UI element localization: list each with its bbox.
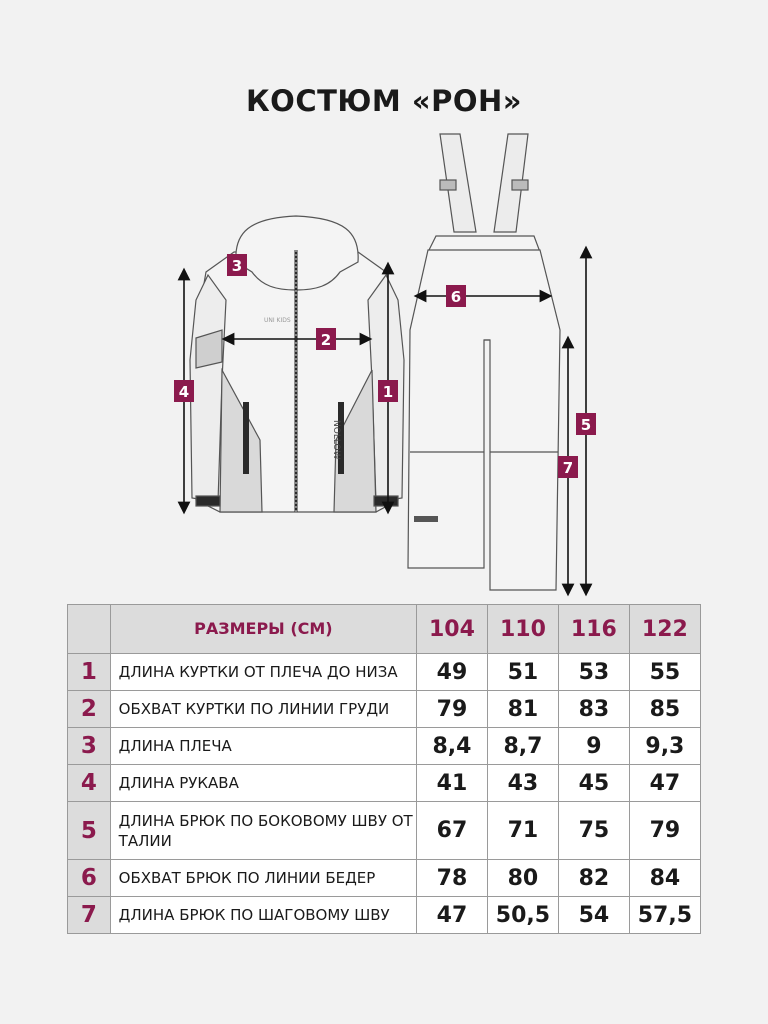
row-number: 6 [68, 860, 111, 897]
row-value: 83 [559, 691, 630, 728]
row-number: 4 [68, 765, 111, 802]
header-corner [68, 605, 111, 654]
size-header: 110 [487, 605, 558, 654]
row-value: 82 [559, 860, 630, 897]
row-value: 81 [487, 691, 558, 728]
row-number: 1 [68, 654, 111, 691]
row-value: 41 [417, 765, 488, 802]
row-value: 55 [629, 654, 700, 691]
row-value: 57,5 [629, 897, 700, 934]
row-value: 85 [629, 691, 700, 728]
row-name: ДЛИНА КУРТКИ ОТ ПЛЕЧА ДО НИЗА [110, 654, 416, 691]
row-value: 8,7 [487, 728, 558, 765]
marker-4: 4 [178, 383, 190, 401]
row-value: 43 [487, 765, 558, 802]
marker-5: 5 [580, 416, 592, 434]
row-value: 9,3 [629, 728, 700, 765]
row-value: 71 [487, 802, 558, 860]
size-header: 122 [629, 605, 700, 654]
row-value: 47 [417, 897, 488, 934]
row-value: 67 [417, 802, 488, 860]
row-name: ОБХВАТ БРЮК ПО ЛИНИИ БЕДЕР [110, 860, 416, 897]
jacket-brand: UNI KIDS [264, 317, 291, 324]
row-value: 54 [559, 897, 630, 934]
marker-7: 7 [562, 459, 574, 477]
row-value: 9 [559, 728, 630, 765]
marker-6: 6 [450, 288, 462, 306]
zipper-text: NOLLOW [331, 420, 341, 460]
row-value: 79 [417, 691, 488, 728]
row-value: 47 [629, 765, 700, 802]
row-name: ДЛИНА БРЮК ПО БОКОВОМУ ШВУ ОТ ТАЛИИ [110, 802, 416, 860]
table-row [68, 802, 701, 860]
row-number: 7 [68, 897, 111, 934]
table-header-row [68, 605, 701, 654]
row-value: 75 [559, 802, 630, 860]
row-value: 79 [629, 802, 700, 860]
row-number: 3 [68, 728, 111, 765]
table-row [68, 765, 701, 802]
row-name: ДЛИНА БРЮК ПО ШАГОВОМУ ШВУ [110, 897, 416, 934]
row-number: 2 [68, 691, 111, 728]
header-label: РАЗМЕРЫ (СМ) [110, 605, 416, 654]
marker-1: 1 [382, 383, 394, 401]
row-value: 50,5 [487, 897, 558, 934]
row-value: 78 [417, 860, 488, 897]
page-title: КОСТЮМ «РОН» [245, 84, 523, 118]
row-value: 80 [487, 860, 558, 897]
row-value: 84 [629, 860, 700, 897]
table-row [68, 691, 701, 728]
table-row [68, 860, 701, 897]
row-value: 8,4 [417, 728, 488, 765]
row-value: 51 [487, 654, 558, 691]
row-value: 53 [559, 654, 630, 691]
table-row [68, 654, 701, 691]
size-table [67, 604, 701, 934]
row-value: 45 [559, 765, 630, 802]
garment-illustration [150, 122, 630, 600]
row-name: ДЛИНА ПЛЕЧА [110, 728, 416, 765]
size-header: 116 [559, 605, 630, 654]
size-header: 104 [417, 605, 488, 654]
row-name: ДЛИНА РУКАВА [110, 765, 416, 802]
row-value: 49 [417, 654, 488, 691]
marker-2: 2 [320, 331, 332, 349]
table-row [68, 728, 701, 765]
row-number: 5 [68, 802, 111, 860]
marker-3: 3 [231, 257, 243, 275]
row-name: ОБХВАТ КУРТКИ ПО ЛИНИИ ГРУДИ [110, 691, 416, 728]
table-row [68, 897, 701, 934]
